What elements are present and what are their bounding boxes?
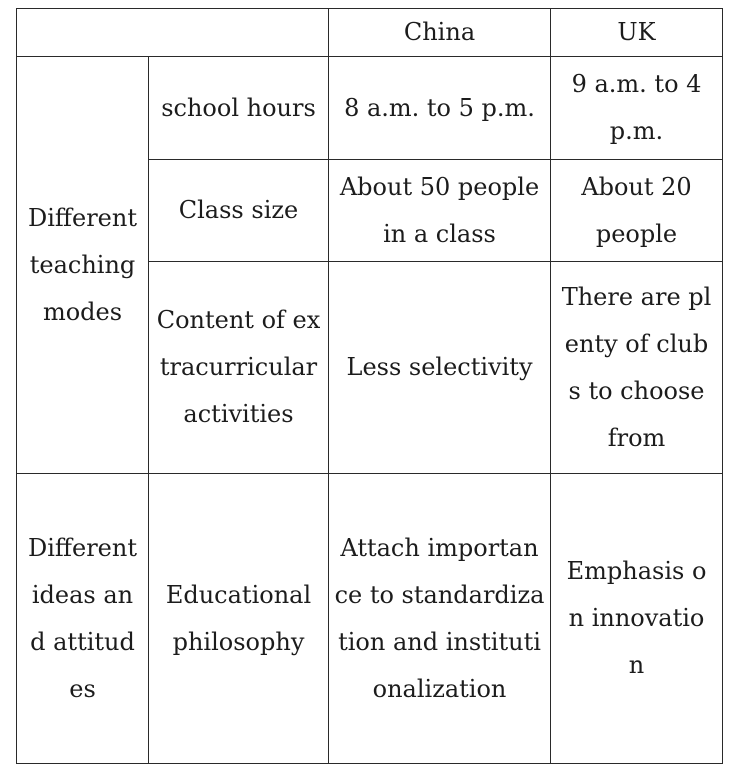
china-extracurricular: Less selectivity: [329, 262, 551, 474]
uk-class-size: [551, 160, 723, 262]
aspect-school-hours: school hours: [149, 57, 329, 160]
uk-educational-philosophy: [551, 474, 723, 764]
china-school-hours: 8 a.m. to 5 p.m.: [329, 57, 551, 160]
group-label-text: Different ideas and attitudes: [28, 533, 137, 703]
group-label-ideas-attitudes: [17, 474, 149, 764]
group-label-teaching-modes: [17, 57, 149, 474]
header-row: [17, 9, 723, 57]
header-uk: UK: [551, 9, 723, 57]
uk-school-hours-text: 9 a.m. to 4 p.m.: [571, 70, 702, 145]
comparison-table: [16, 8, 723, 764]
china-educational-philosophy-text: Attach importance to standardization and institutionalization: [334, 533, 545, 703]
header-china: China: [329, 9, 551, 57]
aspect-extracurricular-text: Content of extracurricular activities: [156, 306, 321, 428]
aspect-educational-philosophy: [149, 474, 329, 764]
china-class-size-text: About 50 people in a class: [339, 172, 540, 248]
uk-extracurricular-text: There are plenty of clubs to choose from: [561, 282, 712, 452]
uk-educational-philosophy-text: Emphasis on innovation: [566, 557, 707, 679]
china-educational-philosophy: [329, 474, 551, 764]
uk-class-size-text: About 20 people: [581, 172, 692, 248]
table-row: [17, 474, 723, 764]
aspect-educational-philosophy-text: Educational philosophy: [165, 580, 312, 656]
aspect-class-size: Class size: [149, 160, 329, 262]
uk-school-hours: [551, 57, 723, 160]
china-class-size: [329, 160, 551, 262]
group-label-text: Different teaching modes: [28, 203, 137, 326]
header-blank-cell: [17, 9, 329, 57]
uk-extracurricular: [551, 262, 723, 474]
table-row: [17, 57, 723, 160]
aspect-extracurricular: [149, 262, 329, 474]
